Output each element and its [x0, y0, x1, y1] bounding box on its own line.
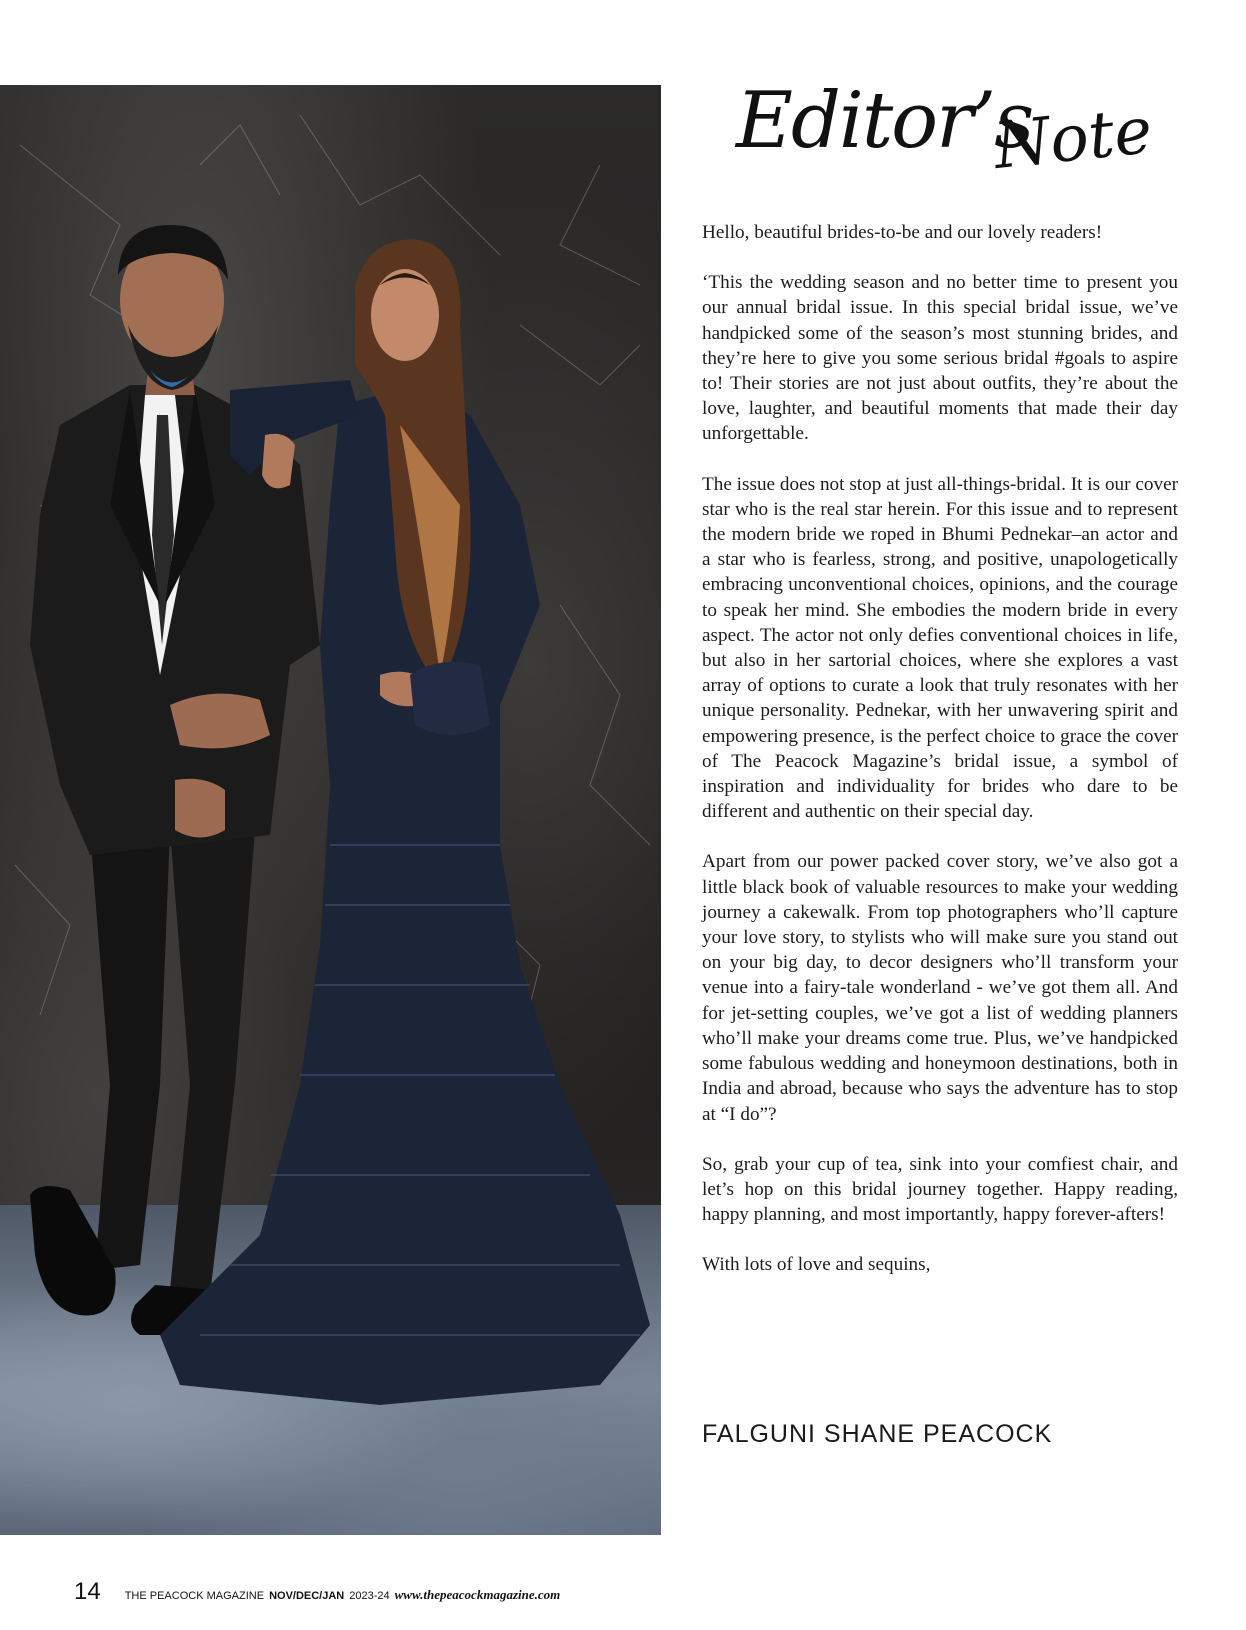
- cover-photo: [0, 85, 661, 1535]
- paragraph-4: So, grab your cup of tea, sink into your comfiest chair, and let’s hop on this bridal journey together. Happy reading, happy planning, and most importantly, happy forever-afters!: [702, 1153, 1178, 1226]
- paragraph-3: Apart from our power packed cover story, we’ve also got a little black book of valuable resources to make your wedding journey a cakewalk. From top photographers who’ll capture your love story, to stylists who will make sure you stand out on your big day, to decor designers who’ll transform your venue into a fairy-tale wonderland - we’ve got them all. And for jet-setting couples, we’ve got a list of wedding planners who’ll make your dreams come true. Plus, we’ve handpicked some fabulous wedding and honeymoon destinations, both in India and abroad, because who says the adventure has to stop at “I do”?: [702, 851, 1178, 1125]
- editor-signature: FALGUNI SHANE PEACOCK: [702, 1420, 1053, 1448]
- footer-issue: NOV/DEC/JAN: [269, 1590, 345, 1602]
- title-main: Editor’s: [736, 76, 1033, 166]
- footer-website-link[interactable]: www.thepeacockmagazine.com: [394, 1587, 561, 1602]
- greeting: Hello, beautiful brides-to-be and our lovely readers!: [702, 222, 1103, 243]
- page-number: 14: [74, 1578, 101, 1605]
- paragraph-2: The issue does not stop at just all-things-bridal. It is our cover star who is the real star herein. For this issue and to represent the modern bride we roped in Bhumi Pednekar–an actor and a star who is fearless, strong, and positive, unapologetically embracing unconventional choices, opinions, and the courage to speak her mind. She embodies the modern bride in every aspect. The actor not only defies conventional choices in life, but also in her sartorial choices, where she explores a vast array of options to curate a look that truly resonates with her unique personality. Pednekar, with her unwavering spirit and empowering presence, is the perfect choice to grace the cover of The Peacock Magazine’s bridal issue, a symbol of inspiration and individuality for brides who dare to be different and authentic on their special day.: [702, 473, 1178, 823]
- closing-line: With lots of love and sequins,: [702, 1254, 931, 1276]
- editors-note-title: [736, 66, 1156, 216]
- footer-year: 2023-24: [349, 1590, 390, 1602]
- couple-illustration: [0, 85, 661, 1535]
- page-footer: [74, 1578, 560, 1608]
- paragraph-1: ‘This the wedding season and no better time to present you our annual bridal issue. In this special bridal issue, we’ve handpicked some of the season’s most stunning brides, and they’re here to give you some serious bridal #goals to aspire to! Their stories are not just about outfits, they’re about the love, laughter, and beautiful moments that made their day unforgettable.: [702, 272, 1178, 445]
- editors-note-body: [702, 220, 1178, 1303]
- footer-magazine-name: THE PEACOCK MAGAZINE: [124, 1590, 265, 1602]
- title-script: Note: [990, 93, 1156, 185]
